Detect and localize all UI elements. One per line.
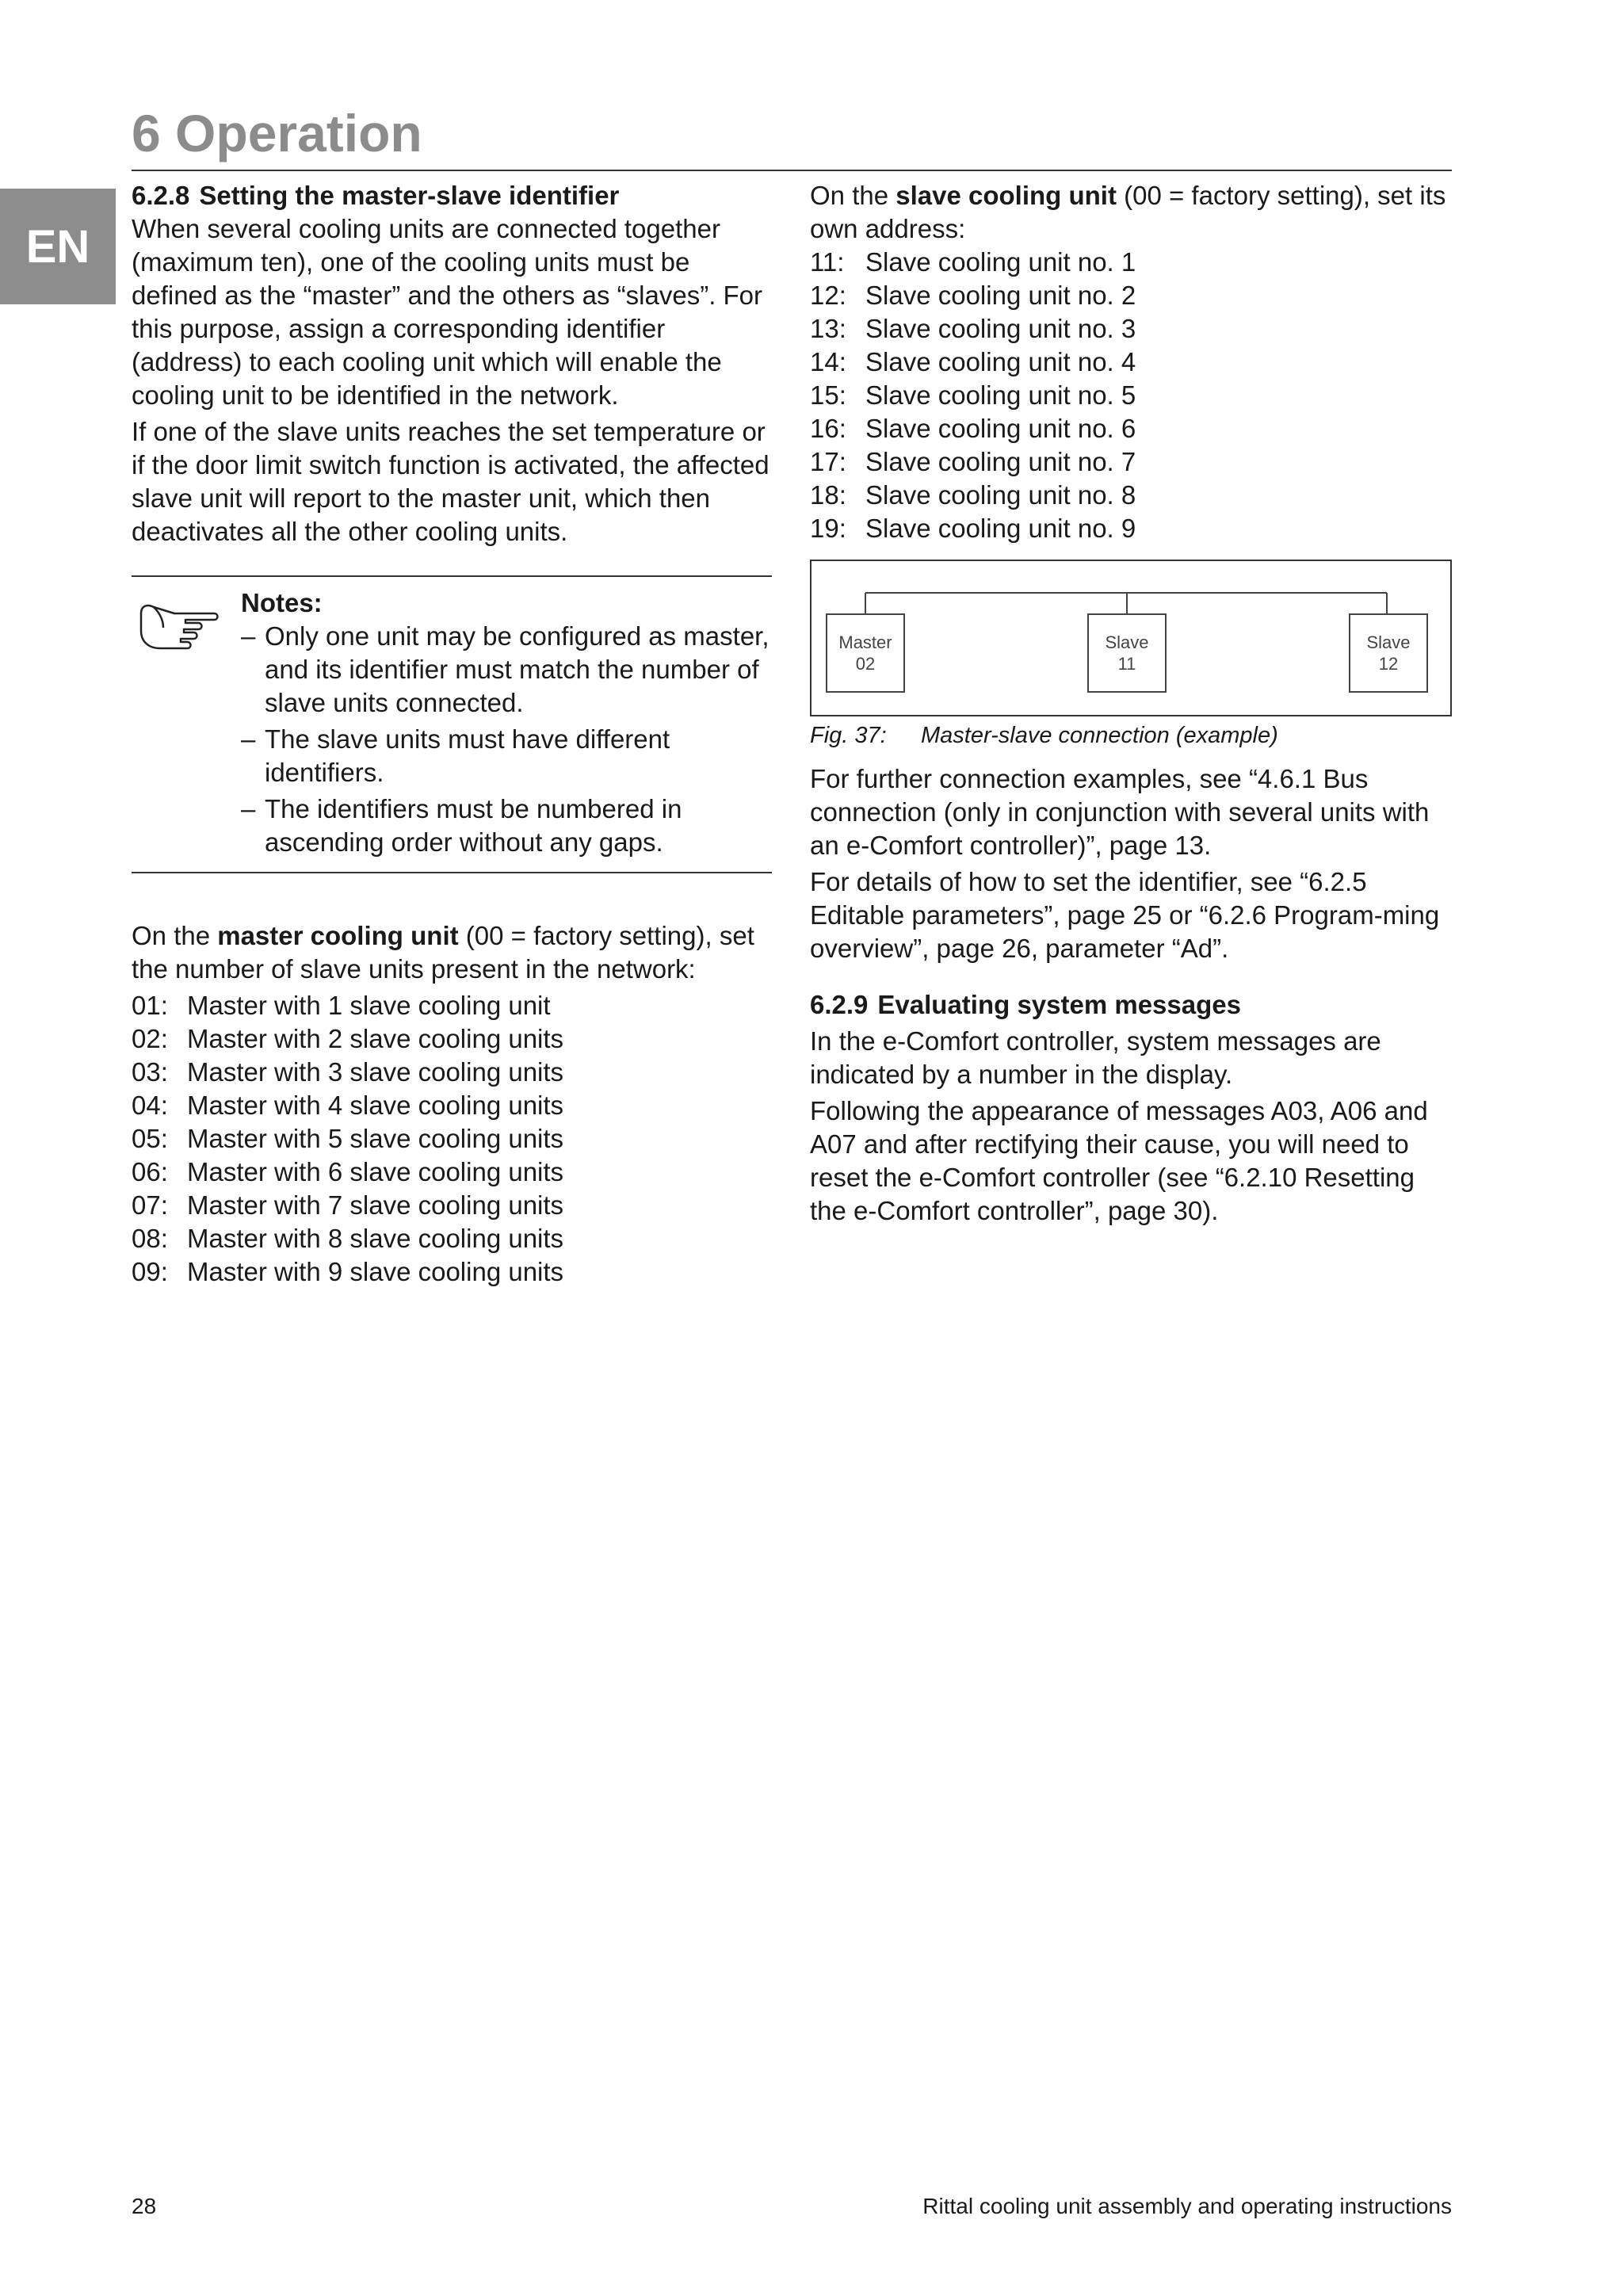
notes-top-rule [132,575,772,577]
section-6-2-8 [132,179,773,548]
master-intro: On the master cooling unit (00 = factory setting), set the number of slave units present in the network: [132,921,754,984]
section-number: 6.2.8 [132,181,190,210]
list-item: 14: Slave cooling unit no. 4 [810,347,1136,376]
master-section [132,919,773,1289]
paragraph: For further connection examples, see “4.6.1 Bus connection (only in conjunction with several units with an e-Comfort controller)”, page 13. [810,764,1430,860]
header-divider [132,170,1452,171]
list-item: – The identifiers must be numbered in ascending order without any gaps. [241,794,682,857]
list-item: 02: Master with 2 slave cooling units [132,1024,564,1053]
list-item: – The slave units must have different identifiers. [241,724,670,787]
paragraph: Following the appearance of messages A03, A06 and A07 and after rectifying their cause, you will need to reset the e-Comfort controller (see “6.2.10 Resetting the e-Comfort controller”, page 30). [810,1096,1428,1225]
list-item: 04: Master with 4 slave cooling units [132,1091,564,1120]
section-heading [810,988,1452,1022]
notes-list [241,620,772,859]
notes-box [241,586,772,859]
list-item: 18: Slave cooling unit no. 8 [810,480,1136,510]
notes-heading: Notes: [241,588,323,617]
master-slave-diagram [810,560,1452,716]
slave-intro: On the slave cooling unit (00 = factory setting), set its own address: [810,181,1446,243]
slave-section [810,179,1452,545]
slave-node: Slave 11 [1087,613,1167,693]
notes-bottom-rule [132,872,772,873]
paragraph: For details of how to set the identifier, see “6.2.5 Editable parameters”, page 25 or “6.2.6 Program-ming overview”, page 26, parameter “Ad”. [810,867,1440,963]
list-item: 01: Master with 1 slave cooling unit [132,991,551,1020]
paragraph: If one of the slave units reaches the set temperature or if the door limit switch function is activated, the affected slave unit will report to the master unit, which then deactivates all the other cooling units. [132,417,769,546]
section-6-2-9 [810,988,1452,1228]
list-item: 17: Slave cooling unit no. 7 [810,447,1136,476]
language-tab: EN [0,189,116,304]
chapter-title: 6 Operation [132,104,422,162]
list-item: 19: Slave cooling unit no. 9 [810,514,1136,543]
slave-address-list [810,246,1452,545]
pointing-hand-icon [136,596,223,651]
list-item: 03: Master with 3 slave cooling units [132,1057,564,1087]
page-number: 28 [132,2194,157,2218]
document-title: Rittal cooling unit assembly and operating instructions [922,2194,1452,2218]
list-item: 16: Slave cooling unit no. 6 [810,414,1136,443]
section-title: Evaluating system messages [877,990,1241,1019]
list-item: 08: Master with 8 slave cooling units [132,1224,564,1253]
section-number: 6.2.9 [810,990,869,1019]
paragraph: In the e-Comfort controller, system messages are indicated by a number in the display. [810,1026,1381,1089]
slave-node: Slave 12 [1349,613,1428,693]
master-address-list [132,989,773,1289]
list-item: – Only one unit may be configured as master, and its identifier must match the number of slave units connected. [241,621,769,717]
list-item: 15: Slave cooling unit no. 5 [810,380,1136,410]
section-heading [132,179,773,212]
list-item: 12: Slave cooling unit no. 2 [810,281,1136,310]
list-item: 05: Master with 5 slave cooling units [132,1124,564,1153]
paragraph: When several cooling units are connected together (maximum ten), one of the cooling units must be defined as the “master” and the others as “slaves”. For this purpose, assign a corresponding identifier (address) to each cooling unit which will enable the cooling unit to be identified in the network. [132,214,763,410]
section-title: Setting the master-slave identifier [199,181,620,210]
list-item: 07: Master with 7 slave cooling units [132,1190,564,1220]
master-node: Master 02 [826,613,905,693]
list-item: 09: Master with 9 slave cooling units [132,1257,564,1286]
after-figure-text [810,762,1452,965]
list-item: 06: Master with 6 slave cooling units [132,1157,564,1186]
list-item: 13: Slave cooling unit no. 3 [810,314,1136,343]
figure-caption: Fig. 37: Master-slave connection (example) [810,723,1278,748]
list-item: 11: Slave cooling unit no. 1 [810,247,1136,277]
